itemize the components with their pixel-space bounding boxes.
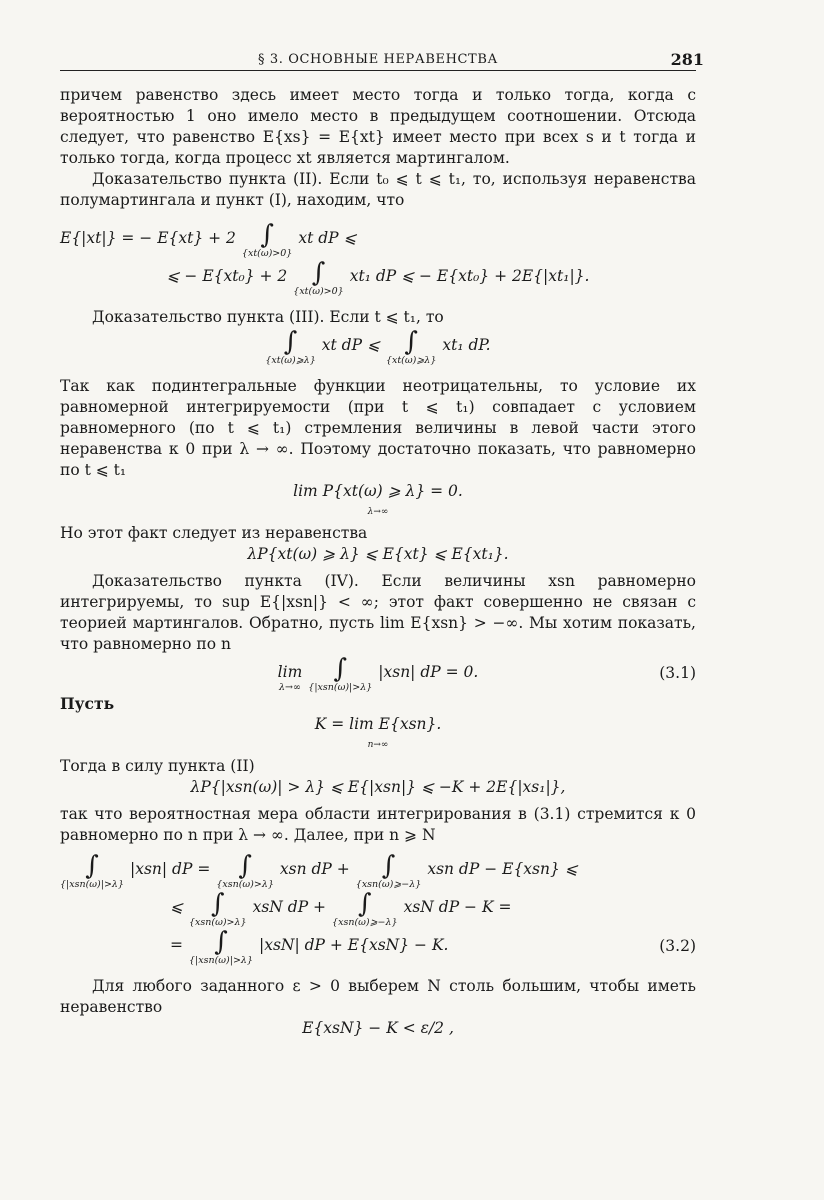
eq8a-t2: xsn dP + — [279, 860, 350, 878]
integral-range: {|xsn(ω)|>λ} — [189, 955, 253, 966]
integral-range: {xt(ω)>0} — [293, 286, 344, 297]
equation-8a — [60, 852, 696, 890]
eq2-mid: xt dP ⩽ — [321, 336, 380, 354]
integral — [216, 852, 274, 890]
paragraph-6: Доказательство пункта (IV). Если величины xsn равномерно интегрируемы, то sup E{|xsn|} < ∞; этот факт совершенно не связан с теорией мартингалов. Обратно, пусть lim E{xsn} > −∞. Мы хотим показать, что равномерно по n — [60, 572, 696, 653]
paragraph-1: причем равенство здесь имеет место тогда и только тогда, когда с вероятностью 1 оно имело место в предыдущем соотношении. Отсюда следует, что равенство E{xs} = E{xt} имеет место при всех s и t тогда и только тогда, когда процесс xt является мартингалом. — [60, 86, 696, 167]
equation-3 — [60, 481, 696, 523]
eq1a-right: xt dP ⩽ — [298, 229, 357, 247]
integral — [265, 328, 315, 366]
equation-2 — [60, 328, 696, 366]
paragraph-5: Но этот факт следует из неравенства — [60, 524, 368, 542]
equation-9: E{xsN} − K < ε/2 , — [302, 1019, 454, 1037]
integral — [356, 852, 422, 890]
eq8a-t1: |xsn| dP = — [129, 860, 211, 878]
integral-range: {xt(ω)>0} — [241, 248, 293, 259]
eq8b-t0: ⩽ — [170, 898, 183, 916]
paragraph-4: Так как подинтегральные функции неотрицательны, то условие их равномерной интегрируемости (при t ⩽ t₁) совпадает с условием равномерного (по t ⩽ t₁) стремления величины в левой части этого неравенства к 0 при λ → ∞. Поэтому достаточно показать, что равномерно по t ⩽ t₁ — [60, 377, 696, 479]
paragraph-8: Тогда в силу пункта (II) — [60, 757, 255, 775]
page-number: 281 — [670, 50, 704, 69]
equation-7: λP{|xsn(ω)| > λ} ⩽ E{|xsn|} ⩽ −K + 2E{|xs₁|}, — [190, 778, 566, 796]
eq2-right: xt₁ dP. — [442, 336, 491, 354]
integral-sign-icon: ∫ — [404, 327, 418, 357]
equation-4: λP{xt(ω) ⩾ λ} ⩽ E{xt} ⩽ E{xt₁}. — [247, 545, 509, 563]
integral-sign-icon: ∫ — [283, 327, 298, 357]
integral-sign-icon: ∫ — [211, 889, 225, 919]
integral-sign-icon: ∫ — [238, 851, 252, 881]
integral-sign-icon: ∫ — [214, 927, 228, 957]
integral — [332, 890, 398, 928]
integral-range: {|xsn(ω)|>λ} — [308, 682, 373, 693]
eq1b-right: xt₁ dP ⩽ − E{xt₀} + 2E{|xt₁|}. — [349, 267, 590, 285]
integral-range: {xsn(ω)⩾−λ} — [355, 879, 422, 890]
integral-range: {xsn(ω)>λ} — [189, 917, 247, 928]
integral — [293, 259, 343, 297]
integral — [189, 890, 247, 928]
book-page — [60, 40, 704, 1039]
eq1b-left: ⩽ − E{xt₀} + 2 — [166, 267, 288, 285]
paragraph-9: так что вероятностная мера области интегрирования в (3.1) стремится к 0 равномерно по n при λ → ∞. Далее, при n ⩾ N — [60, 805, 696, 844]
eq5-right: |xsn| dP = 0. — [378, 663, 479, 681]
equation-number: (3.1) — [659, 664, 696, 682]
eq3-text: lim P{xt(ω) ⩾ λ} = 0. — [293, 482, 463, 500]
integral-range: {xsn(ω)>λ} — [216, 879, 274, 890]
integral-sign-icon: ∫ — [85, 851, 99, 881]
integral-sign-icon: ∫ — [311, 258, 326, 288]
equation-number: (3.2) — [659, 937, 696, 955]
integral — [308, 655, 372, 693]
integral-sign-icon: ∫ — [260, 220, 274, 250]
integral — [242, 221, 292, 259]
equation-1b — [60, 259, 696, 297]
paragraph-3: Доказательство пункта (III). Если t ⩽ t₁, то — [92, 308, 444, 326]
page-header — [60, 40, 704, 71]
eq8a-t3: xsn dP − E{xsn} ⩽ — [427, 860, 578, 878]
equation-6 — [60, 714, 696, 756]
equation-8c — [60, 928, 696, 966]
eq3-sub: λ→∞ — [367, 507, 389, 517]
integral — [189, 928, 253, 966]
integral-range: {xsn(ω)⩾−λ} — [332, 917, 398, 928]
integral-range: {xt(ω)⩾λ} — [385, 355, 437, 366]
eq1a-left: E{|xt|} = − E{xt} + 2 — [60, 229, 236, 247]
page-body — [60, 85, 696, 1039]
paragraph-10: Для любого заданного ε > 0 выберем N столь большим, чтобы иметь неравенство — [60, 977, 696, 1016]
eq8b-t1: xsN dP + — [252, 898, 327, 916]
integral-sign-icon: ∫ — [381, 851, 396, 881]
lim-text: lim — [277, 663, 303, 681]
paragraph-7: Пусть — [60, 694, 115, 713]
running-head: § 3. ОСНОВНЫЕ НЕРАВЕНСТВА — [258, 52, 498, 67]
integral-range: {|xsn(ω)|>λ} — [60, 879, 124, 890]
integral — [386, 328, 436, 366]
equation-1a — [60, 221, 696, 259]
eq8b-t2: xsN dP − K = — [403, 898, 512, 916]
eq6-text: K = lim E{xsn}. — [314, 715, 442, 733]
integral — [60, 852, 124, 890]
integral-sign-icon: ∫ — [358, 889, 372, 919]
equation-8b — [60, 890, 696, 928]
equation-5 — [60, 655, 696, 693]
integral-sign-icon: ∫ — [333, 654, 348, 684]
eq8c-t0: = — [170, 936, 183, 954]
eq8c-t1: |xsN| dP + E{xsN} − K. — [258, 936, 449, 954]
lim-sub: λ→∞ — [279, 682, 301, 693]
eq6-sub: n→∞ — [367, 740, 389, 750]
limit — [278, 655, 303, 693]
paragraph-2: Доказательство пункта (II). Если t₀ ⩽ t ⩽ t₁, то, используя неравенства полумартингала и пункт (I), находим, что — [60, 170, 696, 209]
integral-range: {xt(ω)⩾λ} — [265, 355, 316, 366]
